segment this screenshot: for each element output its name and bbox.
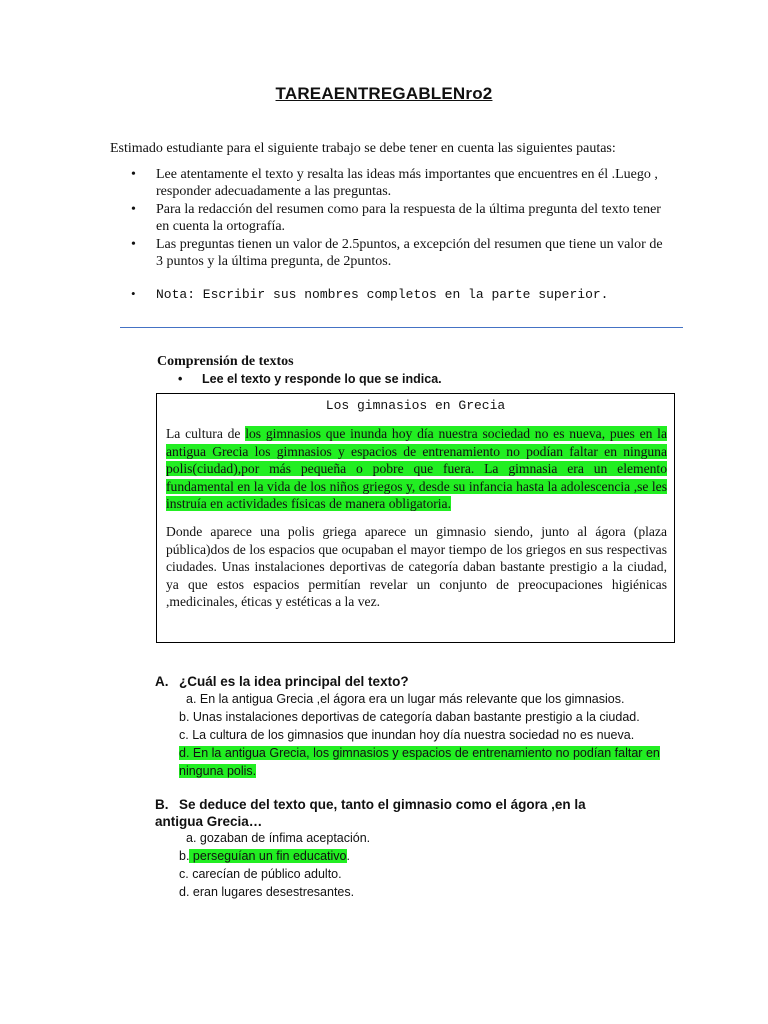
question-a-option-a: a. En la antigua Grecia ,el ágora era un lugar más relevante que los gimnasios.: [186, 692, 625, 706]
option-letter: b.: [179, 849, 190, 863]
bullet-icon: •: [131, 237, 136, 252]
guideline-text: Para la redacción del resumen como para la respuesta de la última pregunta del texto tener en cuenta la ortografía.: [156, 202, 661, 234]
note-item: [128, 286, 608, 302]
question-b-heading: [155, 796, 625, 830]
guideline-text: Las preguntas tienen un valor de 2.5puntos, a excepción del resumen que tiene un valor de 3 puntos y la última pregunta, de 2puntos.: [156, 237, 663, 269]
question-a-option-d: [179, 744, 669, 780]
reading-paragraph-2: Donde aparece una polis griega aparece un gimnasio siendo, junto al ágora (plaza pública)dos de los espacios que ocupaban el mayor tiempo de los griegos en sus respectivas ciudades. Unas instalaciones deportivas de categoría daban bastante prestigio a la ciudad, ya que estos espacios permitían revelar un conjunto de preocupaciones higiénicas ,medicinales, éticas y estéticas a la vez.: [166, 524, 667, 610]
option-suffix: .: [346, 849, 350, 863]
question-text: Se deduce del texto que, tanto el gimnasio como el ágora ,en la antigua Grecia…: [155, 797, 586, 829]
question-letter: A.: [155, 674, 169, 689]
question-letter: B.: [155, 797, 169, 812]
bullet-icon: •: [131, 167, 136, 182]
question-a-option-c: c. La cultura de los gimnasios que inundan hoy día nuestra sociedad no es nueva.: [179, 728, 635, 742]
highlighted-text: los gimnasios que inunda hoy día nuestra sociedad no es nueva, pues en la antigua Grecia los gimnasios y espacios de entrenamiento no podían faltar en ninguna polis(ciudad),por más pequeña o pobre que fuera. La gimnasia era un elemento fundamental en la vida de los niños griegos y, desde su infancia hasta la adolescencia ,se les instruía en actividades físicas de manera obligatoria.: [166, 426, 667, 512]
instruction-text: Lee el texto y responde lo que se indica.: [202, 372, 442, 386]
bullet-icon: •: [131, 286, 136, 301]
reading-paragraph-1: [166, 425, 667, 513]
question-b-option-c: c. carecían de público adulto.: [179, 867, 342, 881]
horizontal-divider: [120, 327, 683, 328]
document-title: TAREAENTREGABLENro2: [275, 84, 493, 103]
reading-box: [156, 393, 675, 643]
guidelines-list: [128, 166, 673, 271]
bullet-icon: •: [131, 202, 136, 217]
highlighted-answer: d. En la antigua Grecia, los gimnasios y espacios de entrenamiento no podían faltar en ninguna polis.: [179, 746, 660, 778]
highlighted-answer: perseguían un fin educativo: [189, 849, 347, 863]
guideline-text: Lee atentamente el texto y resalta las ideas más importantes que encuentres en él .Luego , responder adecuadamente a las preguntas.: [156, 167, 658, 199]
question-a-heading: [155, 674, 655, 689]
question-a-option-b: b. Unas instalaciones deportivas de categoría daban bastante prestigio a la ciudad.: [179, 710, 640, 724]
guideline-item: [128, 166, 673, 200]
question-b-option-d: d. eran lugares desestresantes.: [179, 885, 355, 899]
section-instruction: [178, 372, 442, 386]
question-b-option-b: [179, 847, 350, 865]
section-title: Comprensión de textos: [157, 354, 294, 369]
question-b-option-a: a. gozaban de ínfima aceptación.: [186, 831, 371, 845]
guideline-item: [128, 201, 673, 235]
paragraph-text: La cultura de: [166, 426, 246, 441]
intro-text: Estimado estudiante para el siguiente trabajo se debe tener en cuenta las siguientes pautas:: [110, 141, 616, 156]
question-text: ¿Cuál es la idea principal del texto?: [179, 674, 409, 689]
bullet-icon: •: [178, 372, 183, 386]
note-text: Nota: Escribir sus nombres completos en la parte superior.: [156, 287, 609, 302]
reading-title: Los gimnasios en Grecia: [325, 398, 506, 413]
guideline-item: [128, 236, 673, 270]
